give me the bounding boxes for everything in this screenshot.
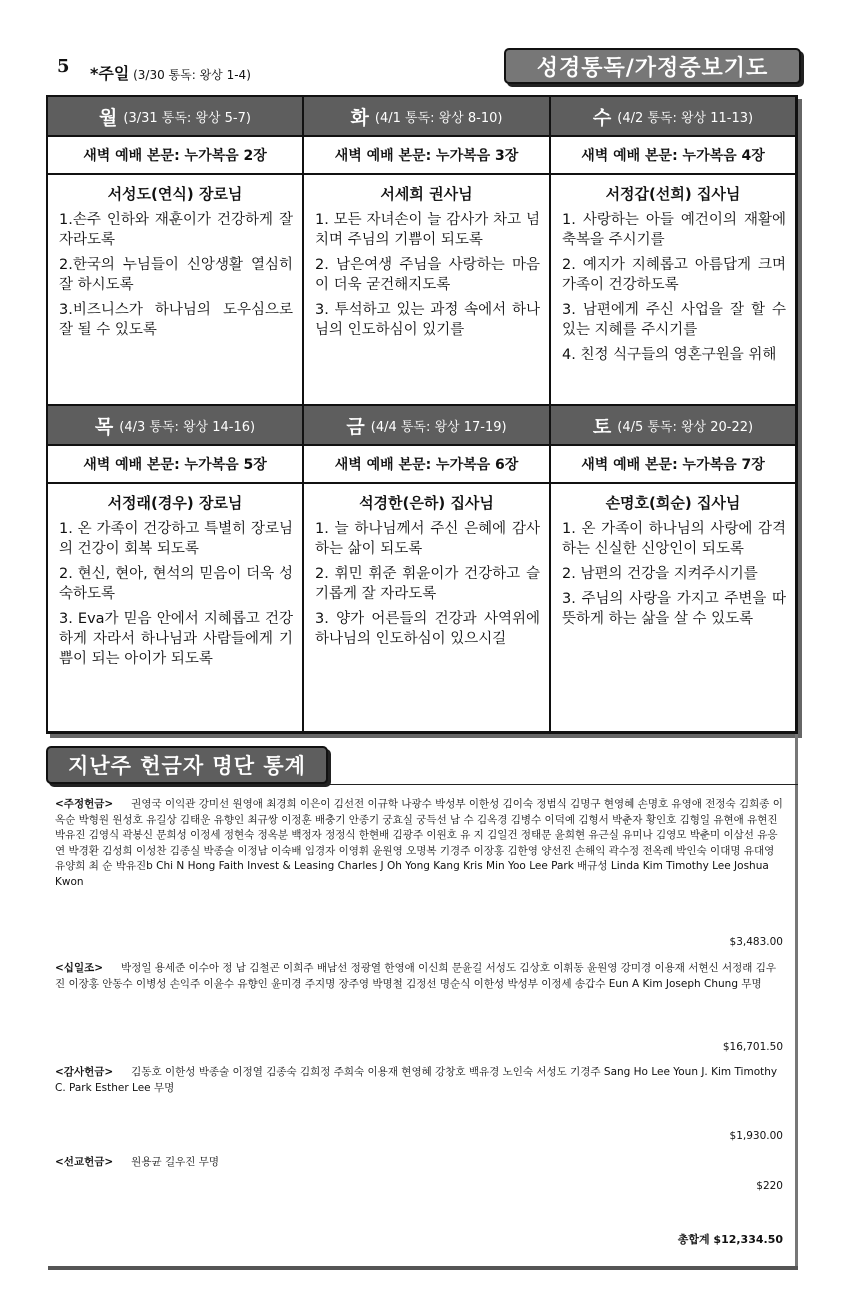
- prayer-list: [48, 210, 302, 345]
- weekly-prayer-grid: [46, 95, 798, 734]
- offering-block-tithe-weekly: [55, 797, 785, 890]
- day-name: 화: [350, 106, 369, 129]
- prayer-person: 서정갑(선희) 집사님: [605, 185, 741, 203]
- day-reading: (4/1 통독: 왕상 8-10): [374, 110, 503, 126]
- day-cell-friday: [304, 406, 551, 731]
- prayer-item: 2.한국의 누님들이 신앙생활 열심히 잘 하시도록: [59, 257, 293, 293]
- section-title-banner: 성경통독/가정중보기도: [504, 48, 801, 84]
- day-reading: (4/5 통독: 왕상 20-22): [617, 419, 754, 435]
- offering-category: <선교헌금>: [55, 1156, 114, 1168]
- offering-block-tithe: [55, 961, 785, 992]
- offering-block-mission: [55, 1155, 785, 1171]
- day-header: [304, 97, 549, 137]
- day-cell-thursday: [48, 406, 304, 731]
- sermon-text: 새벽 예배 본문: 누가복음 5장: [48, 446, 302, 484]
- grand-total: 총합계 $12,334.50: [677, 1233, 783, 1246]
- day-reading: (4/4 통독: 왕상 17-19): [370, 419, 507, 435]
- prayer-list: [304, 519, 549, 654]
- day-header: [304, 406, 549, 446]
- prayer-list: [551, 519, 795, 634]
- prayer-item: 1. 사랑하는 아들 예건이의 재활에 축복을 주시기를: [562, 212, 786, 248]
- day-name: 토: [592, 415, 612, 438]
- offering-names: 권영국 이익관 강미선 원영애 최경희 이은이 김선전 이규학 나광수 박성부 이한성 김이숙 정범식 김명구 현영혜 손명호 유영애 전정숙 김희종 이옥순 박형원 원성호 유길상 김태운 유향인 최규쌍 이정훈 배충기 안종기 궁효실 궁득선 남 수 김옥경 김병수 이덕예 김형서 박춘자 황인호 김형일 유현애 유현진 박유진 김영식 곽봉신 문희성 이정세 정현숙 정옥분 백정자 정정식 한현배 김광주 이원호 유 지 김일건 정태문 윤희현 유근실 유미나 김영모 박춘미 이삼선 유응연 박경환 김성희 이성찬 김종실 박종술 이정남 이숙배 임경자 이영휘 윤원영 오명복 기경주 이장홍 김한영 양선진 손해익 곽수정 전옥례 박인숙 이대명 유대영 유양희 최 순 박유진b Chi N Hong Faith Invest & Leasing Charles J Oh Yong Kang Kris Min Yoo Lee Park 배규성 Linda Kim Timothy Lee Joshua Kwon: [55, 798, 783, 888]
- offering-stats-banner: 지난주 헌금자 명단 통계: [46, 746, 328, 784]
- prayer-item: 2. 휘민 휘준 휘윤이가 건강하고 슬기롭게 잘 자라도록: [315, 566, 540, 602]
- prayer-item: 1. 온 가족이 건강하고 특별히 장로님의 건강이 회복 되도록: [59, 521, 293, 557]
- page-number: 5: [57, 56, 70, 77]
- offering-category: <감사헌금>: [55, 1066, 114, 1078]
- day-cell-wednesday: [551, 97, 795, 406]
- day-name: 금: [346, 415, 365, 438]
- sunday-reading-line: [90, 61, 251, 84]
- stats-rule: [330, 784, 798, 785]
- prayer-person: 서정래(경우) 장로님: [107, 494, 243, 512]
- day-cell-monday: [48, 97, 304, 406]
- day-name: 목: [94, 415, 114, 438]
- prayer-list: [48, 519, 302, 674]
- prayer-item: 4. 친정 식구들의 영혼구원을 위해: [562, 347, 777, 363]
- offering-amount: $3,483.00: [729, 936, 783, 948]
- prayer-item: 3. 양가 어른들의 건강과 사역위에 하나님의 인도하심이 있으시길: [315, 611, 540, 647]
- prayer-person: 손명호(희순) 집사님: [605, 494, 741, 512]
- sunday-reading: (3/30 통독: 왕상 1-4): [133, 68, 251, 82]
- prayer-item: 2. 남은여생 주님을 사랑하는 마음이 더욱 굳건해지도록: [315, 257, 540, 293]
- day-name: 수: [592, 106, 612, 129]
- day-cell-saturday: [551, 406, 795, 731]
- day-reading: (3/31 통독: 왕상 5-7): [123, 110, 251, 126]
- prayer-item: 1. 온 가족이 하나님의 사랑에 감격하는 신실한 신앙인이 되도록: [562, 521, 786, 557]
- prayer-item: 1. 모든 자녀손이 늘 감사가 차고 넘치며 주님의 기쁨이 되도록: [315, 212, 540, 248]
- prayer-item: 2. 현신, 현아, 현석의 믿음이 더욱 성숙하도록: [59, 566, 293, 602]
- right-edge-rule: [795, 734, 798, 1268]
- prayer-item: 3. 투석하고 있는 과정 속에서 하나님의 인도하심이 있기를: [315, 302, 540, 338]
- prayer-person: 서세희 권사님: [380, 185, 473, 203]
- day-header: [551, 406, 795, 446]
- bottom-rule: [48, 1266, 798, 1270]
- offering-block-thanksgiving: [55, 1065, 785, 1096]
- sermon-text: 새벽 예배 본문: 누가복음 3장: [304, 137, 549, 175]
- offering-amount: $1,930.00: [729, 1130, 783, 1142]
- prayer-person: 석경한(은하) 집사님: [359, 494, 494, 512]
- day-reading: (4/3 통독: 왕상 14-16): [119, 419, 256, 435]
- day-header: [48, 406, 302, 446]
- offering-names: 박정일 용세준 이수아 정 남 김철곤 이희주 배남선 정광열 한영애 이신희 문윤길 서성도 김상호 이휘동 윤원영 강미경 이용재 서현신 서정래 김우진 이장홍 안동수 이병성 손익주 이윤수 유향인 윤미경 주지명 장주영 박명철 김정선 명순식 이한성 박성부 이정세 송갑수 Eun A Kim Joseph Chung 무명: [55, 962, 777, 990]
- day-reading: (4/2 통독: 왕상 11-13): [617, 110, 754, 126]
- day-header: [48, 97, 302, 137]
- sunday-label: *주일: [90, 64, 130, 83]
- sermon-text: 새벽 예배 본문: 누가복음 4장: [551, 137, 795, 175]
- prayer-item: 1. 늘 하나님께서 주신 은혜에 감사하는 삶이 되도록: [315, 521, 540, 557]
- sermon-text: 새벽 예배 본문: 누가복음 2장: [48, 137, 302, 175]
- sermon-text: 새벽 예배 본문: 누가복음 7장: [551, 446, 795, 484]
- offering-amount: $220: [756, 1180, 783, 1192]
- prayer-item: 1.손주 인하와 재훈이가 건강하게 잘 자라도록: [59, 212, 293, 248]
- offering-category: <십일조>: [55, 962, 104, 974]
- day-header: [551, 97, 795, 137]
- prayer-list: [304, 210, 549, 345]
- day-cell-tuesday: [304, 97, 551, 406]
- prayer-item: 3. 주님의 사랑을 가지고 주변을 따뜻하게 하는 삶을 살 수 있도록: [562, 591, 786, 627]
- prayer-item: 3. 남편에게 주신 사업을 잘 할 수 있는 지혜를 주시기를: [562, 302, 786, 338]
- prayer-item: 3. Eva가 믿음 안에서 지혜롭고 건강하게 자라서 하나님과 사람들에게 기쁨이 되는 아이가 되도록: [59, 611, 293, 667]
- prayer-list: [551, 210, 795, 370]
- day-name: 월: [99, 106, 118, 129]
- prayer-item: 2. 예지가 지혜롭고 아름답게 크며 가족이 건강하도록: [562, 257, 786, 293]
- sermon-text: 새벽 예배 본문: 누가복음 6장: [304, 446, 549, 484]
- prayer-person: 서성도(연식) 장로님: [107, 185, 243, 203]
- offering-names: 원용균 길우진 무명: [131, 1156, 219, 1168]
- offering-names: 김동호 이한성 박종술 이정열 김종숙 김희정 주희숙 이용재 현영혜 강창호 백유경 노인숙 서성도 기경주 Sang Ho Lee Youn J. Kim Timothy C. Park Esther Lee 무명: [55, 1066, 778, 1094]
- offering-amount: $16,701.50: [722, 1041, 783, 1053]
- offering-category: <주정헌금>: [55, 798, 114, 810]
- prayer-item: 3.비즈니스가 하나님의 도우심으로 잘 될 수 있도록: [59, 302, 293, 338]
- prayer-item: 2. 남편의 건강을 지켜주시기를: [562, 566, 758, 582]
